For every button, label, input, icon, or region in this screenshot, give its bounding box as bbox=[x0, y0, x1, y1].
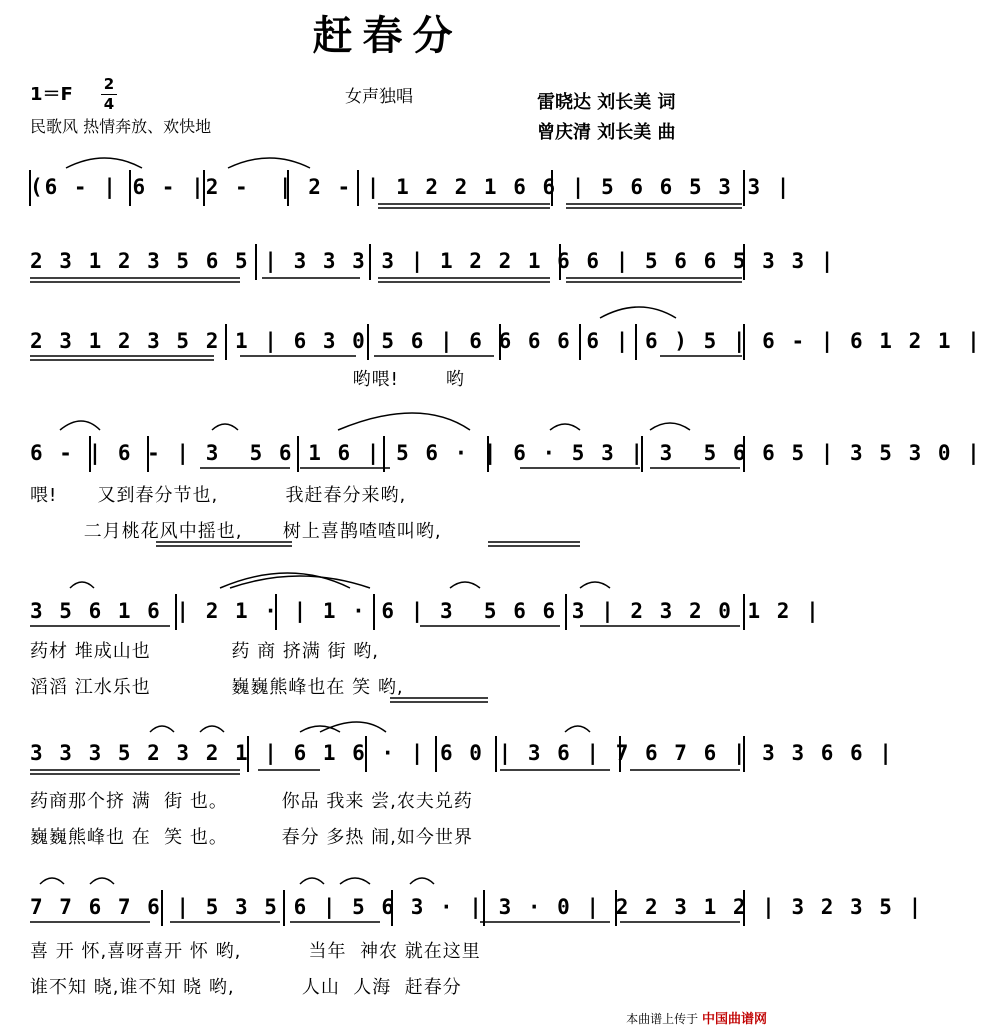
lyric-row-3-line-1: 哟喂! 哟 bbox=[30, 369, 465, 390]
time-numerator: 2 bbox=[103, 75, 115, 93]
lyric-row-6-line-1: 药商那个挤 满 街 也。 你品 我来 尝,农夫兑药 bbox=[30, 791, 473, 812]
site-name[interactable]: 中国曲谱网 bbox=[701, 1012, 767, 1027]
lyricist-credit: 雷晓达 刘长美 词 bbox=[537, 92, 676, 113]
score-row-4: 6 - | 6 - | 3 5 6 1 6 | 5 6 · | 6 · 5 3 | 3 5 6 6 5 | 3 5 3 0 | bbox=[30, 441, 982, 465]
key-signature: 1＝F bbox=[30, 84, 73, 105]
lyric-row-6-line-2: 巍巍熊峰也 在 笑 也。 春分 多热 闹,如今世界 bbox=[30, 827, 473, 848]
upload-text: 本曲谱上传于 bbox=[626, 1012, 699, 1026]
lyric-row-7-line-1: 喜 开 怀,喜呀喜开 怀 哟, 当年 神农 就在这里 bbox=[30, 941, 481, 962]
time-signature bbox=[101, 76, 117, 113]
score-row-1: (6 - | 6 - |2 - | 2 - | 1 2 2 1 6 6 | 5 6 6 5 3 3 | bbox=[30, 175, 792, 199]
time-denominator: 4 bbox=[103, 95, 115, 113]
composer-credit: 曾庆清 刘长美 曲 bbox=[537, 122, 676, 143]
score-row-5: 3 5 6 1 6 | 2 1 · | 1 · 6 | 3 5 6 6 3 | 2 3 2 0 1 2 | bbox=[30, 599, 821, 623]
performance-note: 女声独唱 bbox=[345, 87, 413, 107]
song-title: 赶春分 bbox=[312, 13, 463, 59]
lyric-row-5-line-1: 药材 堆成山也 药 商 挤满 街 哟, bbox=[30, 641, 379, 662]
lyric-row-7-line-2: 谁不知 晓,谁不知 晓 哟, 人山 人海 赶春分 bbox=[30, 977, 462, 998]
lyric-row-4-line-2: 二月桃花风中摇也, 树上喜鹊喳喳叫哟, bbox=[30, 521, 442, 542]
style-note: 民歌风 热情奔放、欢快地 bbox=[30, 117, 212, 136]
score-row-2: 2 3 1 2 3 5 6 5 | 3 3 3 3 | 1 2 2 1 6 6 | 5 6 6 5 3 3 | bbox=[30, 249, 836, 273]
score-row-3: 2 3 1 2 3 5 2 1 | 6 3 0 5 6 | 6 6 6 6 6 | 6 ) 5 | 6 - | 6 1 2 1 | bbox=[30, 329, 982, 353]
lyric-row-4-line-1: 喂! 又到春分节也, 我赶春分来哟, bbox=[30, 485, 407, 506]
score-row-7: 7 7 6 7 6 | 5 3 5 6 | 5 6 3 · | 3 · 0 | 2 2 3 1 2 | 3 2 3 5 | bbox=[30, 895, 924, 919]
score-row-6: 3 3 3 5 2 3 2 1 | 6 1 6 · | 6 0 | 3 6 | 7 6 7 6 | 3 3 6 6 | bbox=[30, 741, 894, 765]
upload-footer bbox=[626, 1008, 767, 1027]
lyric-row-5-line-2: 滔滔 江水乐也 巍巍熊峰也在 笑 哟, bbox=[30, 677, 404, 698]
